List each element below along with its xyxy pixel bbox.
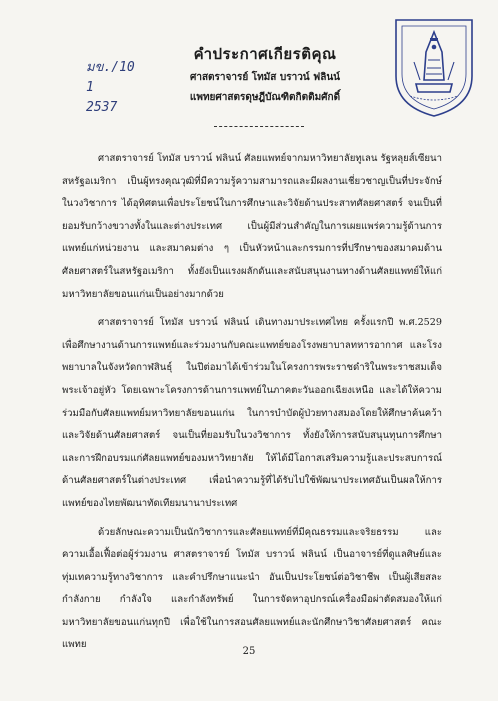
handwritten-reference-note: [86, 58, 135, 118]
recipient-name: ศาสตราจารย์ โทมัส บราวน์ ฟลินน์: [189, 72, 341, 83]
honorary-degree: แพทยศาสตรดุษฎีบัณฑิตกิตติมศักดิ์: [189, 92, 341, 103]
citation-body: [62, 148, 442, 663]
page-title: คำประกาศเกียรติคุณ: [193, 45, 337, 63]
paragraph-3: ด้วยลักษณะความเป็นนักวิชาการและศัลยแพทย์ที่มีคุณธรรมและจริยธรรม และความเอื้อเฟื้อต่อผู้ร่วมงาน ศาสตราจารย์ โทมัส บราวน์ ฟลินน์ เป็นอาจารย์ที่ดูแลศิษย์และทุ่มเทความรู้ทางวิชาการ และคำปรึกษาแนะนำ อันเป็นประโยชน์ต่อวิชาชีพ เป็นผู้เสียสละกำลังกาย กำลังใจ และกำลังทรัพย์ ในการจัดหาอุปกรณ์เครื่องมือผ่าตัดสมองให้แก่มหาวิทยาลัยขอนแก่นทุกปี เพื่อใช้ในการสอนศัลยแพทย์และนักศึกษาวิชาศัลยศาสตร์ คณะแพทย: [62, 526, 442, 651]
paragraph-2: ศาสตราจารย์ โทมัส บราวน์ ฟลินน์ เดินทางมาประเทศไทย ครั้งแรกปี พ.ศ.2529 เพื่อศึกษางานด้านการแพทย์และร่วมงานกับคณะแพทย์ของโรงพยาบาลทหารอากาศ และโรงพยาบาลในจังหวัดกาฬสินธุ์ ในปีต่อมาได้เข้าร่วมในโครงการพระราชดำริในพระราชสมเด็จพระเจ้าอยู่หัว โดยเฉพาะโครงการด้านการแพทย์ในภาคตะวันออกเฉียงเหนือ และได้ให้ความร่วมมือกับศัลยแพทย์มหาวิทยาลัยขอนแก่น ในการบำบัดผู้ป่วยทางสมองโดยให้ศึกษาค้นคว้า และวิจัยด้านศัลยศาสตร์ จนเป็นที่ยอมรับในวงวิชาการ ทั้งยังให้การสนับสนุนทุนการศึกษา และการฝึกอบรมแก่ศัลยแพทย์ของมหาวิทยาลัย ให้ได้มีโอกาสเสริมความรู้และประสบการณ์ด้านศัลยศาสตร์ในต่างประเทศ เพื่อนำความรู้ที่ได้รับไปใช้พัฒนาประเทศอันเป็นผลให้การแพทย์ของไทยพัฒนาทัดเทียมนานาประเทศ: [62, 317, 442, 509]
page-number: 25: [242, 646, 256, 657]
handwritten-line-3: 2537: [86, 100, 118, 115]
divider: [214, 126, 304, 127]
seal-icon: [384, 14, 484, 120]
paragraph-1: ศาสตราจารย์ โทมัส บราวน์ ฟลินน์ ศัลยแพทย์จากมหาวิทยาลัยทูเลน รัฐหลุยส์เซียนา สหรัฐอเมริกา เป็นผู้ทรงคุณวุฒิที่มีความรู้ความสามารถและมีผลงานเชี่ยวชาญเป็นที่ประจักษ์ในวงวิชาการ ได้อุทิศตนเพื่อประโยชน์ในการศึกษาและวิจัยด้านประสาทศัลยศาสตร์ จนเป็นที่ยอมรับกว้างขวางทั้งในและต่างประเทศ เป็นผู้มีส่วนสำคัญในการเผยแพร่ความรู้ด้านการแพทย์แก่หน่วยงาน และสมาคมต่าง ๆ เป็นหัวหน้าและกรรมการที่ปรึกษาของสมาคมด้านศัลยศาสตร์ในสหรัฐอเมริกา ทั้งยังเป็นแรงผลักดันและสนับสนุนงานทางด้านศัลยแพทย์ให้แก่มหาวิทยาลัยขอนแก่นเป็นอย่างมากด้วย: [62, 153, 442, 300]
handwritten-line-1: มข./10: [86, 60, 135, 75]
handwritten-line-2: 1: [86, 80, 94, 95]
